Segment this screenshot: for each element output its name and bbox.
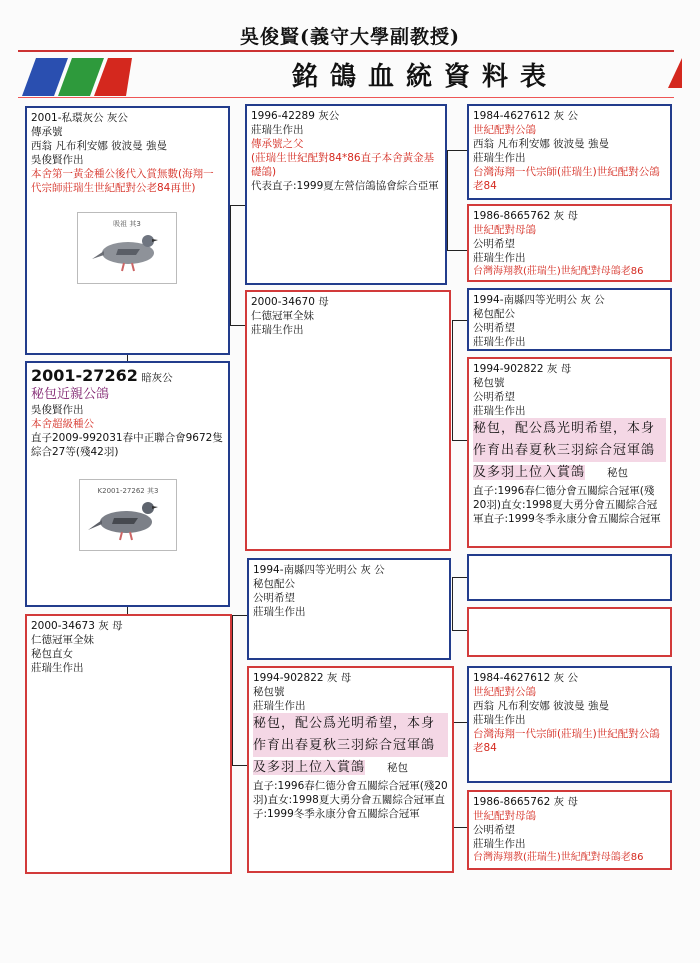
photo-caption: K2001-27262 其3: [97, 487, 159, 495]
card-id: 1994-902822 灰 母: [473, 363, 572, 375]
card-remark: 世紀配對公鴿: [473, 124, 536, 136]
connector-line: [452, 440, 467, 441]
ancestor-card: [467, 204, 672, 282]
highlight-line: 作育出春夏秋三羽綜合冠軍鴿: [253, 735, 448, 757]
connector-line: [230, 205, 231, 325]
card-line: 秘包: [607, 467, 629, 479]
card-remark: 台灣海翔一代宗師(莊瑞生)世紀配對公鴿老84: [473, 166, 660, 192]
card-line: 秘包配公: [253, 578, 295, 590]
grandsire-card: [245, 104, 447, 285]
breeder-name: 吳俊賢(義守大學副教授): [240, 26, 460, 48]
card-line: 秘包: [387, 762, 409, 774]
subject-line: 吳俊賢作出: [31, 404, 84, 416]
card-line: 秘包號: [253, 686, 285, 698]
highlight-line: 及多羽上位入賞鴿: [253, 760, 366, 775]
card-line: 莊瑞生作出: [473, 152, 526, 164]
highlight-line: 及多羽上位入賞鴿: [473, 465, 586, 480]
card-id: 1984-4627612 灰 公: [473, 110, 578, 122]
card-line: 公明希望: [473, 391, 515, 403]
subject-color: 暗灰公: [141, 372, 173, 384]
card-line: 仁德冠軍全妹: [251, 310, 314, 322]
connector-line: [127, 606, 128, 614]
highlight-line: 秘包，配公爲光明希望，本身: [473, 418, 666, 440]
card-line: 直子:1996春仁德分會五關綜合冠軍(殘20羽)直女:1998夏大勇分會五關綜合冠軍直子:1999冬季永康分會五關綜合冠軍: [253, 780, 448, 820]
ancestor-card: [467, 288, 672, 351]
card-id: 1984-4627612 灰 公: [473, 672, 578, 684]
connector-line: [232, 615, 248, 616]
card-remark: 世紀配對母鴿: [473, 810, 536, 822]
sire-line: 吳俊賢作出: [31, 154, 84, 166]
connector-line: [232, 615, 233, 765]
connector-line: [452, 577, 467, 578]
dam-line: 莊瑞生作出: [31, 662, 84, 674]
title-rule: [18, 97, 674, 98]
sire-photo: [77, 212, 177, 284]
subject-remark: 本舍超級種公: [31, 418, 94, 430]
card-remark: 傳承號之父: [251, 138, 304, 150]
card-line: 代表直子:1999夏左營信鴿協會綜合亞軍: [251, 180, 439, 192]
ancestor-card: [467, 790, 672, 870]
connector-line: [452, 320, 453, 440]
card-line: 莊瑞生作出: [473, 405, 526, 417]
connector-line: [452, 722, 467, 723]
card-id: 1994-南縣四等光明公 灰 公: [253, 564, 385, 576]
ancestor-card: [467, 104, 672, 200]
card-id: 1994-902822 灰 母: [253, 672, 352, 684]
highlight-line: 作育出春夏秋三羽綜合冠軍鴿: [473, 440, 666, 462]
card-line: 秘包號: [473, 377, 505, 389]
header-rule: [18, 50, 674, 52]
photo-caption: 吸祖 其3: [113, 220, 141, 228]
corner-mark: [668, 58, 682, 88]
card-line: 公明希望: [473, 322, 515, 334]
highlight-line: 秘包，配公爲光明希望，本身: [253, 713, 448, 735]
card-line: 莊瑞生作出: [253, 700, 306, 712]
card-line: 莊瑞生作出: [473, 714, 526, 726]
card-id: 1986-8665762 灰 母: [473, 796, 578, 808]
sire-id: 2001-私環灰公 灰公: [31, 112, 128, 124]
dam-line: 仁德冠軍全妹: [31, 634, 94, 646]
card-line: 莊瑞生作出: [253, 606, 306, 618]
sire-card: [25, 106, 230, 355]
ancestor-card-empty: [467, 554, 672, 601]
connector-line: [232, 765, 248, 766]
card-line: 公明希望: [473, 824, 515, 836]
subject-line: 直子2009-992031春中正聯合會9672隻綜合27等(殘42羽): [31, 432, 223, 458]
ancestor-card: [467, 357, 672, 548]
sire-line: 傳承號: [31, 126, 63, 138]
card-line: 公明希望: [253, 592, 295, 604]
card-id: 1996-42289 灰公: [251, 110, 340, 122]
ancestor-card-empty: [467, 607, 672, 657]
dam-card: [25, 614, 232, 874]
card-id: 1986-8665762 灰 母: [473, 210, 578, 222]
header-stripes: [22, 58, 132, 96]
card-line: 公明希望: [473, 238, 515, 250]
dam-line: 秘包直女: [31, 648, 73, 660]
subject-photo: [79, 479, 177, 551]
card-line: 秘包配公: [473, 308, 515, 320]
card-line: 莊瑞生作出: [251, 324, 304, 336]
page-title: 銘鴿血統資料表: [291, 62, 558, 92]
dam-id: 2000-34673 灰 母: [31, 620, 123, 632]
card-remark: 世紀配對母鴿: [473, 224, 536, 236]
card-line: 西翁 凡布利安娜 彼波曼 強曼: [473, 700, 610, 712]
grandsire-card: [247, 558, 451, 660]
subject-card: [25, 361, 230, 607]
connector-line: [452, 630, 467, 631]
subject-name: 秘包近親公鴿: [31, 387, 110, 402]
connector-line: [452, 827, 467, 828]
card-remark: (莊瑞生世紀配對84*86直子本舍黃金基礎鴿): [251, 152, 435, 178]
granddam-card: [247, 666, 454, 873]
card-remark: 台灣海翔一代宗師(莊瑞生)世紀配對公鴿老84: [473, 728, 660, 754]
card-line: 莊瑞生作出: [473, 838, 526, 850]
sire-remark: 本舍第一黃金種公後代入賞無數(海翔一代宗師莊瑞生世紀配對公老84再世): [31, 168, 214, 194]
sire-line: 西翁 凡布利安娜 彼波曼 強曼: [31, 140, 168, 152]
subject-id: 2001-27262: [31, 366, 138, 385]
connector-line: [447, 150, 467, 151]
ancestor-card: [467, 666, 672, 783]
connector-line: [452, 577, 453, 630]
card-line: 莊瑞生作出: [473, 336, 526, 348]
card-line: 西翁 凡布利安娜 彼波曼 強曼: [473, 138, 610, 150]
card-id: 2000-34670 母: [251, 296, 329, 308]
card-id: 1994-南縣四等光明公 灰 公: [473, 294, 605, 306]
card-line: 莊瑞生作出: [473, 252, 526, 264]
card-line: 莊瑞生作出: [251, 124, 304, 136]
connector-line: [447, 150, 448, 250]
connector-line: [447, 250, 467, 251]
granddam-card: [245, 290, 451, 551]
connector-line: [452, 320, 467, 321]
card-remark: 世紀配對公鴿: [473, 686, 536, 698]
card-remark: 台灣海翔教(莊瑞生)世紀配對母鴿老86: [473, 852, 644, 863]
card-remark: 台灣海翔教(莊瑞生)世紀配對母鴿老86: [473, 266, 644, 277]
card-line: 直子:1996春仁德分會五關綜合冠軍(殘20羽)直女:1998夏大勇分會五關綜合冠軍直子:1999冬季永康分會五關綜合冠軍: [473, 485, 661, 525]
